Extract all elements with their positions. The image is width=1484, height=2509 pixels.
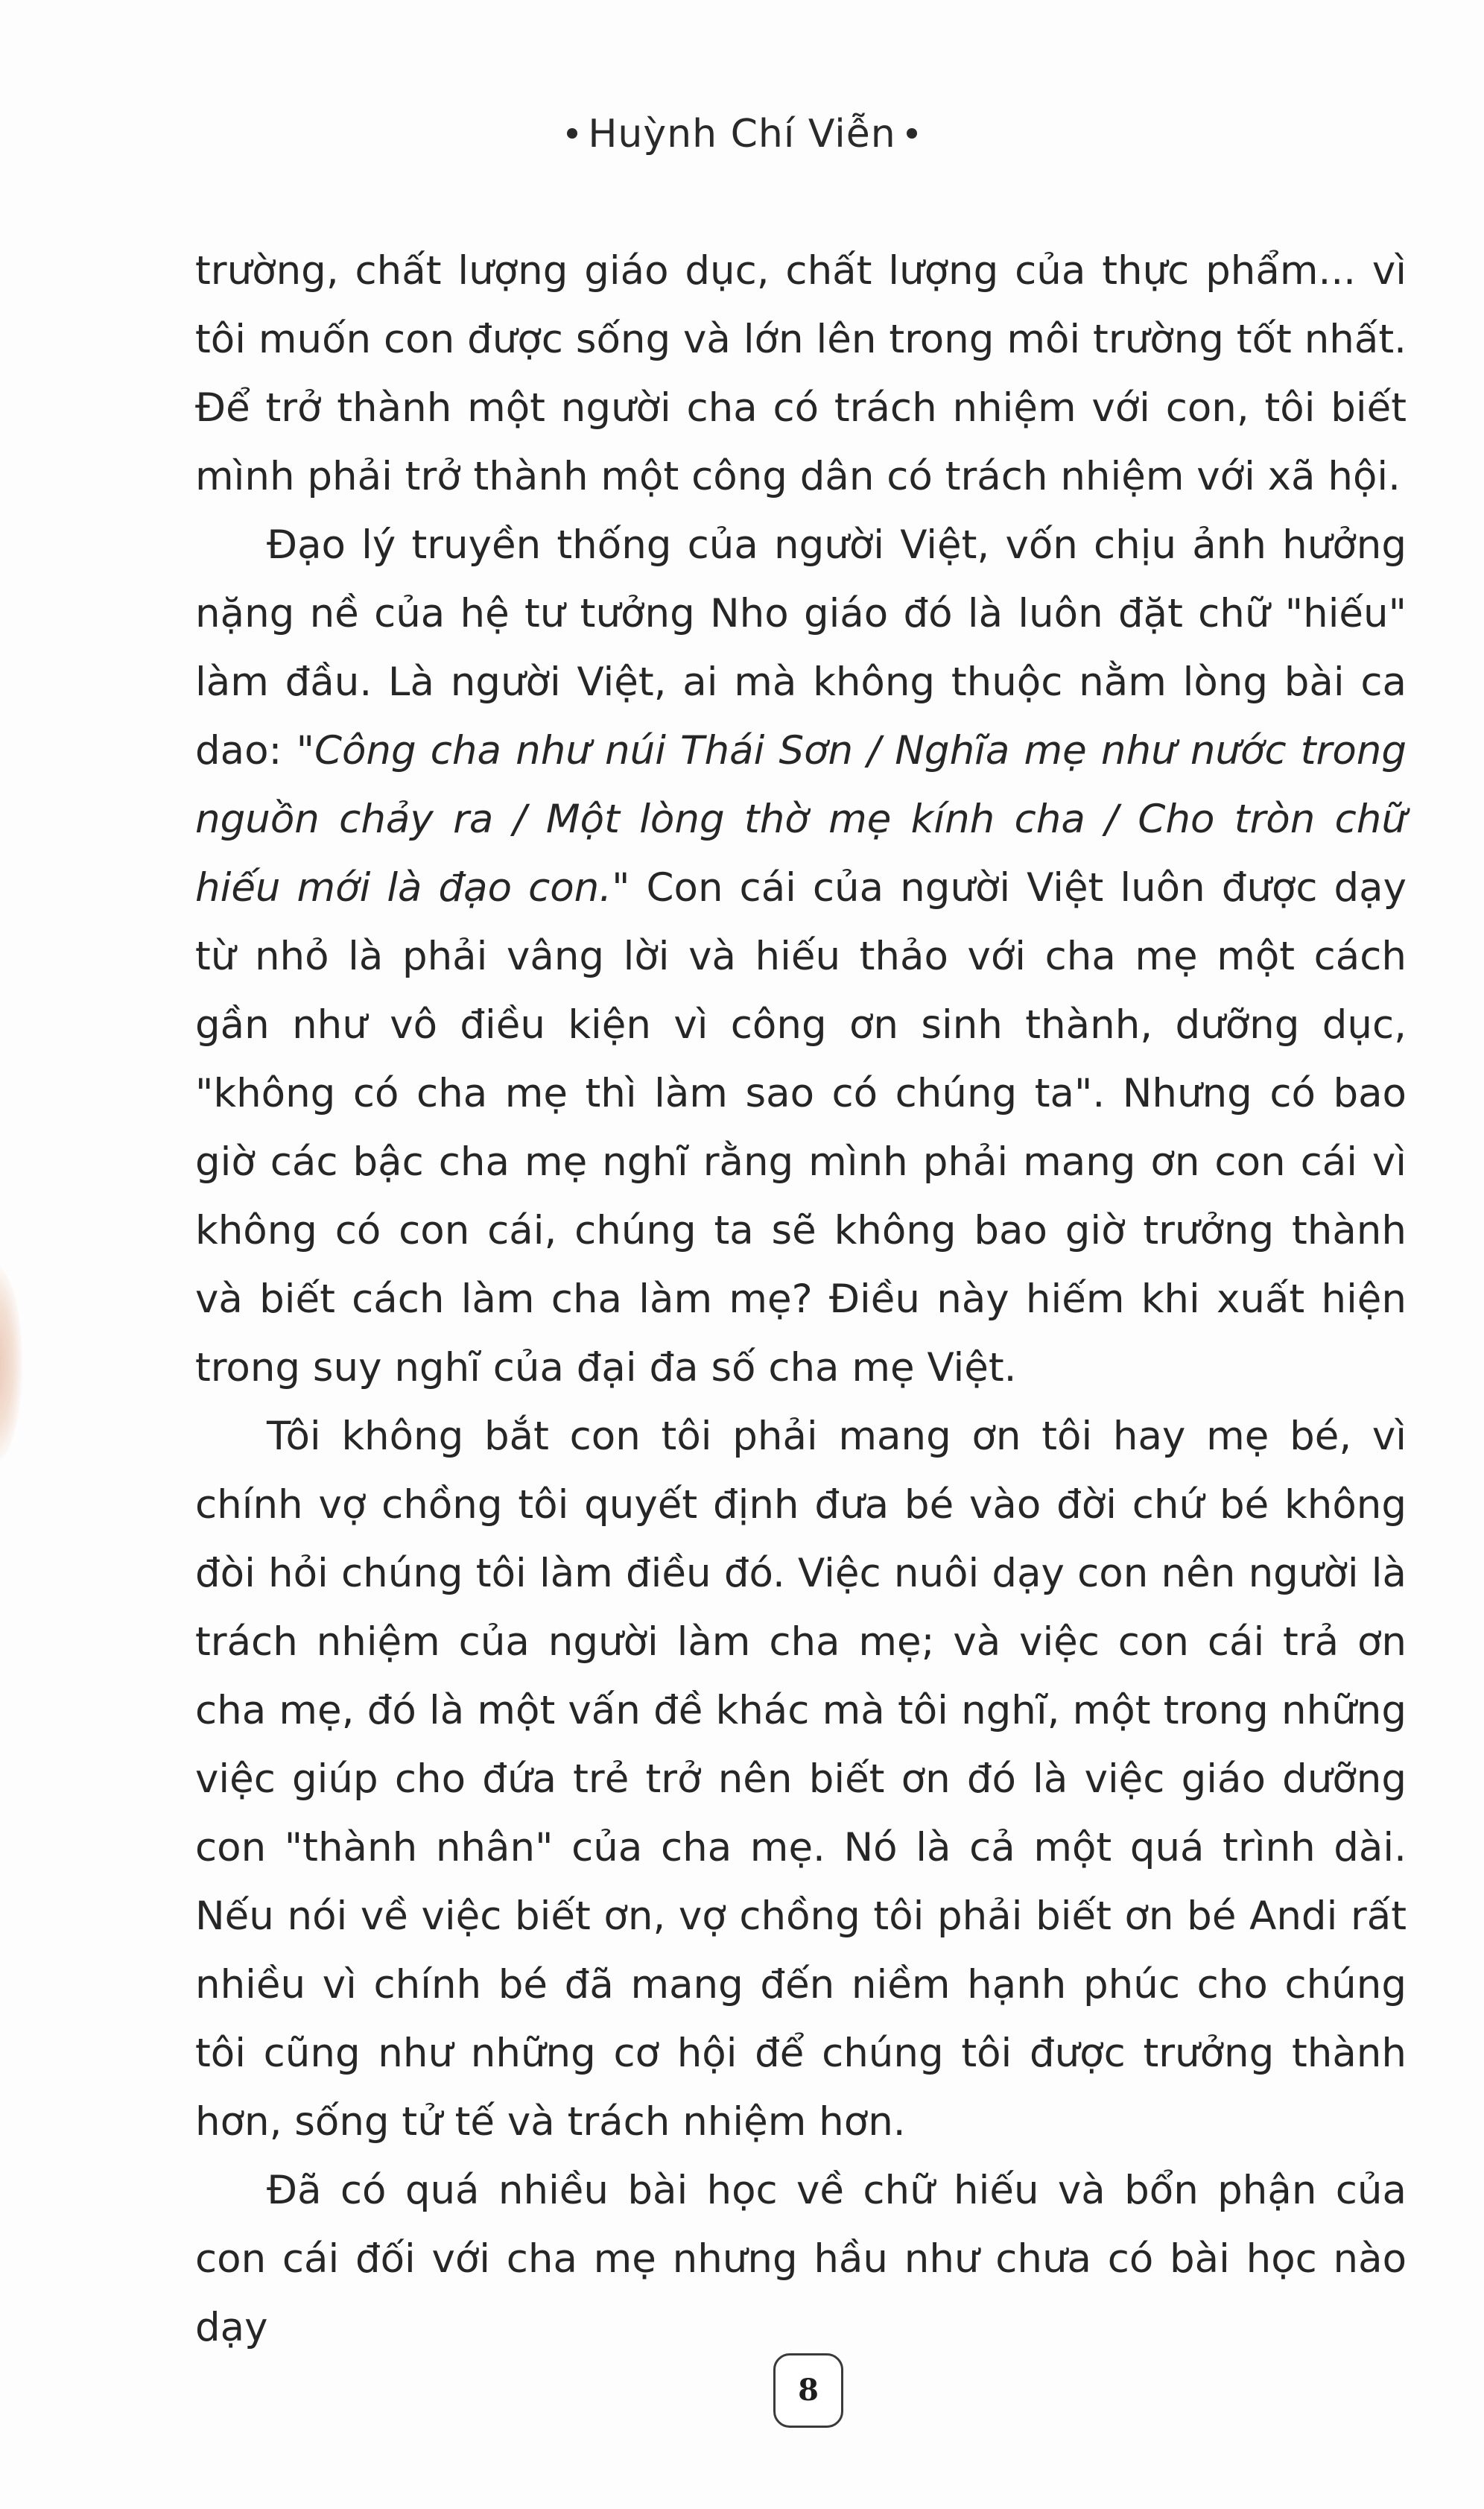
paragraph-3: Tôi không bắt con tôi phải mang ơn tôi hay mẹ bé, vì chính vợ chồng tôi quyết định đưa bé vào đời chứ bé không đòi hỏi chúng tôi làm điều đó. Việc nuôi dạy con nên người là trách nhiệm của người làm cha mẹ; và việc con cái trả ơn cha mẹ, đó là một vấn đề khác mà tôi nghĩ, một trong những việc giúp cho đứa trẻ trở nên biết ơn đó là việc giáo dưỡng con "thành nhân" của cha mẹ. Nó là cả một quá trình dài. Nếu nói về việc biết ơn, vợ chồng tôi phải biết ơn bé Andi rất nhiều vì chính bé đã mang đến niềm hạnh phúc cho chúng tôi cũng như những cơ hội để chúng tôi được trưởng thành hơn, sống tử tế và trách nhiệm hơn. <box>195 1414 1407 2145</box>
paragraph-4: Đã có quá nhiều bài học về chữ hiếu và bổn phận của con cái đối với cha mẹ nhưng hầu như chưa có bài học nào dạy <box>195 2168 1407 2350</box>
running-header <box>0 112 1484 156</box>
header-author: Huỳnh Chí Viễn <box>588 112 896 156</box>
page-number: 8 <box>773 2353 843 2428</box>
paragraph-2-end: Con cái của người Việt luôn được dạy từ nhỏ là phải vâng lời và hiếu thảo với cha mẹ một cách gần như vô điều kiện vì công ơn sinh thành, dưỡng dục, "không có cha mẹ thì làm sao có chúng ta". Nhưng có bao giờ các bậc cha mẹ nghĩ rằng mình phải mang ơn con cái vì không có con cái, chúng ta sẽ không bao giờ trưởng thành và biết cách làm cha làm mẹ? Điều này hiếm khi xuất hiện trong suy nghĩ của đại đa số cha mẹ Việt. <box>195 865 1407 1390</box>
header-bullet-right <box>907 128 917 139</box>
header-bullet-left <box>567 128 577 139</box>
body-text <box>195 237 1407 2362</box>
folk-verse-quote: "Công cha như núi Thái Sơn / Nghĩa mẹ như nước trong nguồn chảy ra / Một lòng thờ mẹ kính cha / Cho tròn chữ hiếu mới là đạo con." <box>195 728 1407 911</box>
paragraph-2-start: Đạo lý truyền thống của người Việt, vốn chịu ảnh hưởng nặng nề của hệ tư tưởng Nho giáo đó là luôn đặt chữ "hiếu" làm đầu. Là người Việt, ai mà không thuộc nằm lòng bài ca dao: <box>195 522 1407 773</box>
thumb-shadow <box>0 1267 22 1461</box>
paragraph-1: trường, chất lượng giáo dục, chất lượng của thực phẩm... vì tôi muốn con được sống và lớn lên trong môi trường tốt nhất. Để trở thành một người cha có trách nhiệm với con, tôi biết mình phải trở thành một công dân có trách nhiệm với xã hội. <box>195 248 1407 499</box>
paragraph-2 <box>195 511 1407 1402</box>
